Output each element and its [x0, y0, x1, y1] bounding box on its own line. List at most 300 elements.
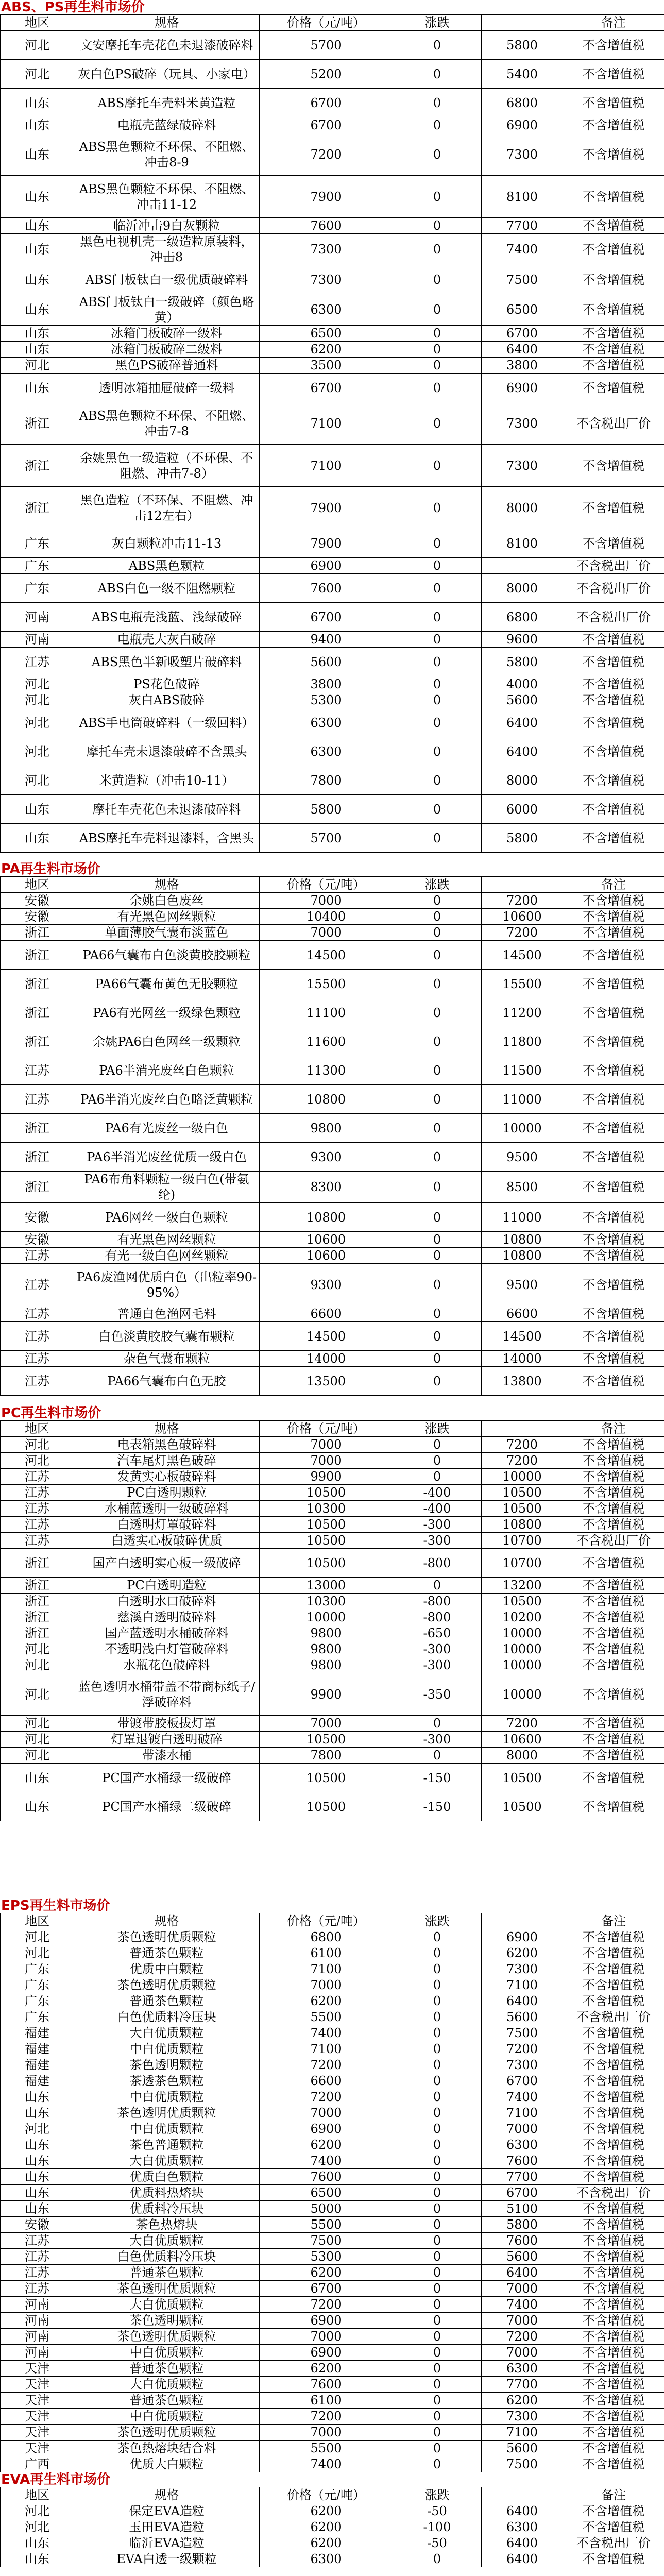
section-gap — [0, 1396, 664, 1406]
table-cell: 浙江 — [1, 402, 74, 445]
table-cell: 汽车尾灯黑色破碎 — [74, 1453, 260, 1469]
table-row — [1, 1264, 664, 1306]
table-cell: 不含增值税 — [563, 2121, 664, 2137]
column-header: 规格 — [74, 877, 260, 893]
table-cell: 8000 — [482, 487, 563, 529]
table-cell: 水瓶花色破碎料 — [74, 1657, 260, 1673]
table-cell: 余姚白色废丝 — [74, 893, 260, 909]
table-cell: 不含增值税 — [563, 1501, 664, 1517]
table-cell: 不含增值税 — [563, 1961, 664, 1977]
table-row — [1, 893, 664, 909]
table-cell: 0 — [393, 2345, 482, 2361]
table-cell: 浙江 — [1, 1609, 74, 1625]
table-cell: 6400 — [482, 2265, 563, 2281]
table-row — [1, 1469, 664, 1485]
table-cell: 10300 — [260, 1594, 393, 1609]
table-row — [1, 294, 664, 326]
table-row — [1, 2009, 664, 2025]
table-cell: 0 — [393, 529, 482, 558]
table-cell: ABS黑色颗粒不环保、不阻燃、冲击8-9 — [74, 133, 260, 176]
table-cell: 0 — [393, 1232, 482, 1248]
table-cell: 不含增值税 — [563, 2105, 664, 2121]
column-header: 规格 — [74, 15, 260, 31]
table-cell: 10000 — [482, 1673, 563, 1716]
table-cell: 7200 — [260, 2089, 393, 2105]
table-cell: 浙江 — [1, 1027, 74, 1056]
table-row — [1, 766, 664, 795]
table-cell: 0 — [393, 1716, 482, 1732]
table-cell: 不含增值税 — [563, 1641, 664, 1657]
table-cell: 6900 — [260, 558, 393, 574]
table-cell: 浙江 — [1, 487, 74, 529]
column-header: 规格 — [74, 2487, 260, 2503]
table-cell: 7700 — [482, 2169, 563, 2185]
table-cell: 河北 — [1, 1641, 74, 1657]
table-cell: 5800 — [482, 648, 563, 676]
table-cell: 江苏 — [1, 2249, 74, 2265]
table-cell: 带漆水桶 — [74, 1748, 260, 1764]
table-cell: 白透明灯罩破碎料 — [74, 1517, 260, 1533]
table-cell: -300 — [393, 1657, 482, 1673]
table-cell: 国产蓝透明水桶破碎料 — [74, 1625, 260, 1641]
table-cell: ABS手电筒破碎料（一级回料） — [74, 708, 260, 737]
table-cell: 福建 — [1, 2041, 74, 2057]
table-cell: 10500 — [260, 1549, 393, 1578]
table-cell: 江苏 — [1, 1306, 74, 1322]
table-cell: PA6网丝一级白色颗粒 — [74, 1203, 260, 1232]
table-cell: 河北 — [1, 1748, 74, 1764]
table-cell: 茶色透明优质颗粒 — [74, 2425, 260, 2441]
table-cell: 0 — [393, 970, 482, 998]
table-cell: 保定EVA造粒 — [74, 2503, 260, 2519]
table-cell: 福建 — [1, 2025, 74, 2041]
table-cell: 6700 — [260, 374, 393, 402]
table-row — [1, 2265, 664, 2281]
table-cell: 0 — [393, 2025, 482, 2041]
table-cell: 河南 — [1, 2345, 74, 2361]
table-cell: 0 — [393, 2233, 482, 2249]
table-row — [1, 2281, 664, 2297]
table-cell: 茶色普通颗粒 — [74, 2137, 260, 2153]
table-cell: 广东 — [1, 2009, 74, 2025]
table-cell: -300 — [393, 1732, 482, 1748]
table-cell: 6400 — [482, 2503, 563, 2519]
column-header: 备注 — [563, 1913, 664, 1929]
table-cell: 7100 — [482, 1977, 563, 1993]
table-cell: 杂色气囊布颗粒 — [74, 1351, 260, 1367]
column-header — [482, 1421, 563, 1437]
column-header: 备注 — [563, 1421, 664, 1437]
table-cell: 7400 — [260, 2025, 393, 2041]
table-cell: 山东 — [1, 2105, 74, 2121]
table-cell: 7000 — [260, 2329, 393, 2345]
table-cell: 福建 — [1, 2073, 74, 2089]
table-cell: 7600 — [260, 2169, 393, 2185]
table-cell: 0 — [393, 1437, 482, 1453]
table-cell: 10000 — [482, 1657, 563, 1673]
table-cell: -150 — [393, 1792, 482, 1821]
table-row — [1, 1056, 664, 1085]
table-cell: 中白优质颗粒 — [74, 2409, 260, 2425]
table-cell: 大白优质颗粒 — [74, 2377, 260, 2393]
table-cell: 7300 — [482, 402, 563, 445]
table-cell: 浙江 — [1, 998, 74, 1027]
table-cell: 不含增值税 — [563, 1945, 664, 1961]
price-table — [0, 2487, 664, 2567]
table-cell: 不含税出厂价 — [563, 574, 664, 603]
table-cell: 不含增值税 — [563, 2217, 664, 2233]
table-cell: 6200 — [482, 1945, 563, 1961]
table-cell: 0 — [393, 766, 482, 795]
table-cell: 广东 — [1, 574, 74, 603]
table-cell: 7500 — [482, 2025, 563, 2041]
table-cell: 优质大白颗粒 — [74, 2456, 260, 2472]
table-cell: 天津 — [1, 2425, 74, 2441]
table-cell: 10600 — [260, 1232, 393, 1248]
table-cell: 不含增值税 — [563, 294, 664, 326]
table-cell: 7200 — [260, 2297, 393, 2313]
table-cell: 山东 — [1, 2551, 74, 2567]
table-cell: 7300 — [482, 2057, 563, 2073]
table-cell: 灰白颗粒冲击11-13 — [74, 529, 260, 558]
table-cell: 7400 — [482, 234, 563, 265]
table-row — [1, 1248, 664, 1264]
table-cell: 余姚黑色一级造粒（不环保、不阻燃、冲击7-8） — [74, 445, 260, 487]
table-cell: 河北 — [1, 676, 74, 692]
table-cell: 河南 — [1, 2329, 74, 2345]
table-row — [1, 1993, 664, 2009]
table-cell: 不含增值税 — [563, 176, 664, 218]
table-cell: 0 — [393, 2281, 482, 2297]
table-cell: 河北 — [1, 1716, 74, 1732]
table-cell: 6600 — [482, 1306, 563, 1322]
table-cell: 6500 — [260, 2185, 393, 2201]
table-cell: 江苏 — [1, 1085, 74, 1114]
table-row — [1, 218, 664, 234]
table-cell: 0 — [393, 2121, 482, 2137]
table-row — [1, 648, 664, 676]
table-cell: 不含增值税 — [563, 2519, 664, 2535]
table-cell: 10600 — [482, 909, 563, 925]
table-cell: 广东 — [1, 1961, 74, 1977]
table-cell: 茶色透明颗粒 — [74, 2313, 260, 2329]
table-cell: 5300 — [260, 692, 393, 708]
table-cell: 5700 — [260, 31, 393, 60]
table-cell: 米黄造粒（冲击10-11） — [74, 766, 260, 795]
table-row — [1, 1143, 664, 1172]
table-cell: 0 — [393, 1027, 482, 1056]
table-cell: 7200 — [482, 893, 563, 909]
table-row — [1, 603, 664, 632]
table-row — [1, 998, 664, 1027]
table-cell: 0 — [393, 1367, 482, 1396]
table-row — [1, 737, 664, 766]
table-cell: 8300 — [260, 1172, 393, 1203]
table-cell: 不含增值税 — [563, 1929, 664, 1945]
table-cell: 10300 — [260, 1501, 393, 1517]
column-header: 价格（元/吨） — [260, 1913, 393, 1929]
table-cell: 7000 — [260, 2105, 393, 2121]
table-cell: 不含增值税 — [563, 1114, 664, 1143]
table-cell: 不含增值税 — [563, 1594, 664, 1609]
table-cell: EVA白透一级颗粒 — [74, 2551, 260, 2567]
table-cell: PA6有光废丝一级白色 — [74, 1114, 260, 1143]
table-cell: 10200 — [482, 1609, 563, 1625]
table-row — [1, 1533, 664, 1549]
table-cell: 13000 — [260, 1578, 393, 1594]
table-cell: ABS摩托车壳料米黄造粒 — [74, 89, 260, 117]
table-cell: 河南 — [1, 632, 74, 648]
section-title: EPS再生料市场价 — [1, 1898, 110, 1913]
table-cell: ABS黑色半新吸塑片破碎料 — [74, 648, 260, 676]
table-cell: 不含增值税 — [563, 133, 664, 176]
table-cell: 6200 — [482, 2393, 563, 2409]
table-cell: 不含增值税 — [563, 265, 664, 294]
table-row — [1, 1306, 664, 1322]
table-cell: 9800 — [260, 1657, 393, 1673]
table-cell: 6300 — [260, 737, 393, 766]
table-cell: 电瓶壳大灰白破碎 — [74, 632, 260, 648]
table-cell: 0 — [393, 402, 482, 445]
table-cell: 不含增值税 — [563, 117, 664, 133]
table-cell: 6300 — [482, 2519, 563, 2535]
table-cell: 6300 — [260, 2551, 393, 2567]
table-cell: 不含税出厂价 — [563, 558, 664, 574]
table-cell: 0 — [393, 1977, 482, 1993]
table-cell: 0 — [393, 2153, 482, 2169]
table-cell: 6300 — [482, 2137, 563, 2153]
table-cell: 中白优质颗粒 — [74, 2345, 260, 2361]
table-cell: ABS门板钛白一级破碎（颜色略黄） — [74, 294, 260, 326]
table-row — [1, 342, 664, 358]
table-cell: PC白透明颗粒 — [74, 1485, 260, 1501]
table-row — [1, 89, 664, 117]
table-cell: 6400 — [482, 1993, 563, 2009]
table-cell: 7000 — [482, 2281, 563, 2297]
table-cell: 冰箱门板破碎一级料 — [74, 326, 260, 342]
table-header-row — [1, 877, 664, 893]
table-cell: 0 — [393, 909, 482, 925]
table-cell: 有光黑色网丝颗粒 — [74, 1232, 260, 1248]
table-cell: 普通茶色颗粒 — [74, 2393, 260, 2409]
table-cell: 0 — [393, 893, 482, 909]
table-cell: 不含增值税 — [563, 1977, 664, 1993]
table-row — [1, 1322, 664, 1351]
table-row — [1, 2345, 664, 2361]
table-cell: 5800 — [482, 31, 563, 60]
table-cell: 河北 — [1, 1929, 74, 1945]
column-header: 地区 — [1, 15, 74, 31]
table-cell: 7200 — [482, 1437, 563, 1453]
table-cell: 广东 — [1, 558, 74, 574]
table-header-row — [1, 2487, 664, 2503]
table-cell: 安徽 — [1, 2217, 74, 2233]
table-cell: 6900 — [260, 2313, 393, 2329]
table-cell: 10500 — [482, 1485, 563, 1501]
table-cell: ABS黑色颗粒不环保、不阻燃、冲击11-12 — [74, 176, 260, 218]
table-cell: 不含增值税 — [563, 1437, 664, 1453]
table-cell: 8500 — [482, 1172, 563, 1203]
table-cell: 单面薄胶气囊布淡蓝色 — [74, 925, 260, 941]
table-cell: 黑色PS破碎普通料 — [74, 358, 260, 374]
table-row — [1, 2185, 664, 2201]
table-cell: -650 — [393, 1625, 482, 1641]
table-row — [1, 176, 664, 218]
table-cell: 浙江 — [1, 941, 74, 970]
column-header — [482, 15, 563, 31]
table-cell: 0 — [393, 2073, 482, 2089]
table-cell: 5500 — [260, 2217, 393, 2233]
table-cell: 不含增值税 — [563, 1203, 664, 1232]
table-cell: 5400 — [482, 60, 563, 89]
table-row — [1, 1501, 664, 1517]
table-cell: 10800 — [260, 1203, 393, 1232]
table-cell: 不含税出厂价 — [563, 2535, 664, 2551]
table-cell: 江苏 — [1, 2233, 74, 2249]
table-cell: 河北 — [1, 737, 74, 766]
table-cell: 0 — [393, 294, 482, 326]
column-header: 地区 — [1, 2487, 74, 2503]
table-cell: 0 — [393, 1248, 482, 1264]
table-cell: 大白优质颗粒 — [74, 2233, 260, 2249]
table-cell: 0 — [393, 2201, 482, 2217]
table-cell: 河南 — [1, 2313, 74, 2329]
table-cell: 山东 — [1, 795, 74, 824]
table-cell: 0 — [393, 218, 482, 234]
table-cell: 0 — [393, 2377, 482, 2393]
table-cell: ABS白色一级不阻燃颗粒 — [74, 574, 260, 603]
table-cell: 11500 — [482, 1056, 563, 1085]
table-row — [1, 1764, 664, 1792]
table-cell: 茶色透明优质颗粒 — [74, 1929, 260, 1945]
table-cell: 不含增值税 — [563, 445, 664, 487]
column-header: 价格（元/吨） — [260, 1421, 393, 1437]
table-cell: 10500 — [260, 1533, 393, 1549]
table-cell: -50 — [393, 2535, 482, 2551]
table-cell: 不含增值税 — [563, 1367, 664, 1396]
table-cell: 不含增值税 — [563, 2281, 664, 2297]
table-cell: 0 — [393, 265, 482, 294]
table-row — [1, 1367, 664, 1396]
table-cell: 不含增值税 — [563, 1232, 664, 1248]
table-row — [1, 1748, 664, 1764]
table-cell: 0 — [393, 445, 482, 487]
table-cell: 7100 — [260, 2041, 393, 2057]
table-cell: 6700 — [260, 2281, 393, 2297]
table-cell: -300 — [393, 1533, 482, 1549]
table-cell: PC国产水桶绿一级破碎 — [74, 1764, 260, 1792]
table-row — [1, 2409, 664, 2425]
table-cell: 0 — [393, 2313, 482, 2329]
table-cell: 0 — [393, 1085, 482, 1114]
table-cell: 不含税出厂价 — [563, 1533, 664, 1549]
table-cell: 不含增值税 — [563, 218, 664, 234]
table-cell: 6700 — [482, 326, 563, 342]
column-header: 涨跌 — [393, 1421, 482, 1437]
table-cell: 7700 — [482, 218, 563, 234]
table-cell: 0 — [393, 2409, 482, 2425]
table-cell: 9800 — [260, 1641, 393, 1657]
section-gap — [0, 1821, 664, 1899]
table-row — [1, 1961, 664, 1977]
table-cell: 山东 — [1, 2089, 74, 2105]
table-cell: 6700 — [260, 117, 393, 133]
table-cell: 茶色透明优质颗粒 — [74, 2281, 260, 2297]
table-cell: 5600 — [482, 2009, 563, 2025]
table-cell: 不含增值税 — [563, 708, 664, 737]
table-cell: 大白优质颗粒 — [74, 2153, 260, 2169]
table-cell: 0 — [393, 1264, 482, 1306]
table-row — [1, 2169, 664, 2185]
table-cell: 0 — [393, 2551, 482, 2567]
table-row — [1, 1485, 664, 1501]
table-cell: 不含增值税 — [563, 998, 664, 1027]
table-cell: 不含增值税 — [563, 1732, 664, 1748]
table-cell: 10000 — [482, 1114, 563, 1143]
section-title: PC再生料市场价 — [1, 1405, 101, 1421]
table-cell: 7800 — [260, 1748, 393, 1764]
table-cell: PA66气囊布白色淡黄胶胶颗粒 — [74, 941, 260, 970]
table-cell: 不含增值税 — [563, 60, 664, 89]
table-cell: 天津 — [1, 2409, 74, 2425]
table-cell: 0 — [393, 1929, 482, 1945]
table-cell: 7000 — [260, 1716, 393, 1732]
table-cell: 6200 — [260, 2519, 393, 2535]
table-row — [1, 2217, 664, 2233]
table-cell: 不含增值税 — [563, 1748, 664, 1764]
table-cell: 河北 — [1, 1657, 74, 1673]
table-row — [1, 1085, 664, 1114]
table-cell: 白色优质料冷压块 — [74, 2009, 260, 2025]
table-cell: 10800 — [482, 1248, 563, 1264]
table-cell: 蓝色透明水桶带盖不带商标纸子/浮破碎料 — [74, 1673, 260, 1716]
table-cell: 不含增值税 — [563, 1764, 664, 1792]
table-cell: 10500 — [260, 1517, 393, 1533]
table-cell: PA6半消光废丝白色略泛黄颗粒 — [74, 1085, 260, 1114]
table-cell: 山东 — [1, 374, 74, 402]
table-cell: 6900 — [260, 2345, 393, 2361]
table-cell: 8100 — [482, 176, 563, 218]
table-cell: 6200 — [260, 2137, 393, 2153]
table-row — [1, 2137, 664, 2153]
table-cell: 0 — [393, 60, 482, 89]
table-cell: 不含增值税 — [563, 632, 664, 648]
table-cell: 0 — [393, 1453, 482, 1469]
table-cell: 河北 — [1, 60, 74, 89]
table-cell: 不含增值税 — [563, 2297, 664, 2313]
table-row — [1, 795, 664, 824]
table-cell: 安徽 — [1, 1203, 74, 1232]
table-row — [1, 2153, 664, 2169]
table-cell: -100 — [393, 2519, 482, 2535]
table-cell: 14500 — [260, 941, 393, 970]
table-row — [1, 2297, 664, 2313]
table-cell: 10500 — [260, 1485, 393, 1501]
table-row — [1, 234, 664, 265]
table-cell: 山东 — [1, 1764, 74, 1792]
table-cell: 6700 — [260, 603, 393, 632]
table-row — [1, 358, 664, 374]
table-cell: 不含增值税 — [563, 2073, 664, 2089]
table-cell: 河南 — [1, 603, 74, 632]
table-cell: 7200 — [260, 2409, 393, 2425]
table-cell: 3800 — [482, 358, 563, 374]
table-cell: 0 — [393, 1306, 482, 1322]
table-cell: 0 — [393, 2441, 482, 2456]
price-table — [0, 14, 664, 853]
table-cell: 广东 — [1, 1977, 74, 1993]
table-cell: 15500 — [260, 970, 393, 998]
